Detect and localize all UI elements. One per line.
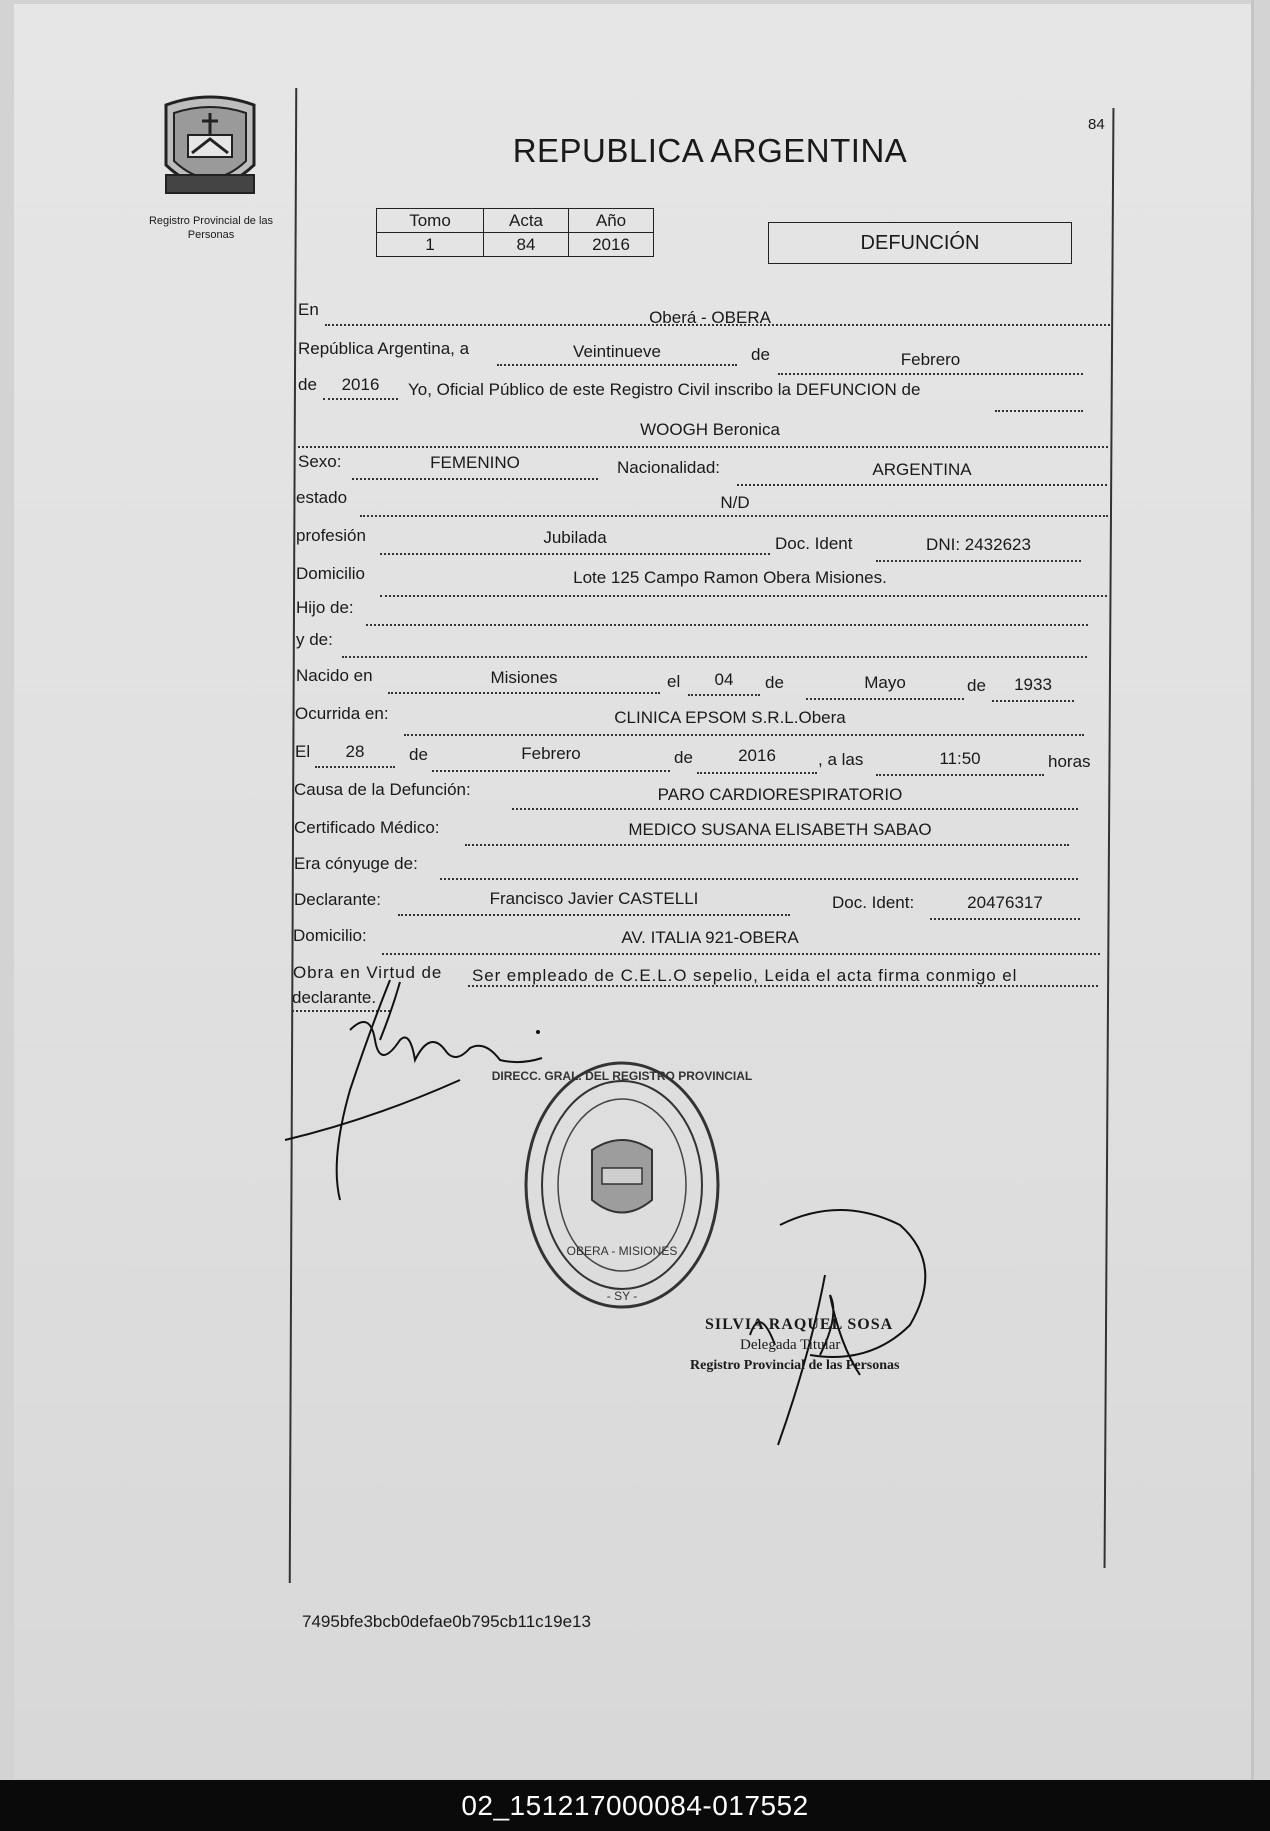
el-label: el [667, 672, 681, 691]
table-header-tomo: Tomo [377, 209, 484, 233]
obra-value: Ser empleado de C.E.L.O sepelio, Leida el acta firma conmigo el [472, 966, 1018, 985]
nacido-line [388, 692, 660, 694]
doc-value: DNI: 2432623 [926, 535, 1031, 554]
en-value: Oberá - OBERA [649, 308, 771, 327]
table-value-acta: 84 [484, 233, 569, 257]
yde-line [342, 656, 1087, 658]
official-role: Delegada Titular [740, 1337, 841, 1353]
causa-line [512, 808, 1078, 810]
el2-label: El [295, 742, 311, 761]
domicilio2-label: Domicilio: [293, 926, 367, 945]
statement-text: Yo, Oficial Público de este Registro Civil inscribo la DEFUNCION de [408, 380, 921, 399]
footer-id-bar [0, 1780, 1270, 1831]
en-label: En [298, 300, 319, 319]
birth-year: 1933 [1014, 675, 1052, 694]
official-name: SILVIA RAQUEL SOSA [705, 1316, 894, 1333]
death-day-line [315, 766, 395, 768]
registry-label: Registro Provincial de las Personas [148, 215, 274, 241]
month-value: Febrero [900, 350, 961, 369]
death-month: Febrero [521, 744, 581, 763]
doc2-label: Doc. Ident: [832, 893, 915, 912]
domicilio-label: Domicilio [296, 564, 365, 583]
province-seal-logo [158, 95, 262, 205]
yde-label: y de: [296, 630, 333, 649]
table-header-acta: Acta [484, 209, 569, 233]
estado-value: N/D [720, 493, 750, 512]
table-header-ano: Año [569, 209, 654, 233]
death-year: 2016 [738, 746, 776, 765]
certificado-value: MEDICO SUSANA ELISABETH SABAO [628, 820, 932, 839]
domicilio-value: Lote 125 Campo Ramon Obera Misiones. [573, 568, 887, 587]
nacido-label: Nacido en [296, 666, 373, 685]
declarante-label: Declarante: [294, 890, 381, 909]
birth-day-line [688, 694, 760, 696]
day-line [497, 364, 737, 366]
deceased-name: WOOGH Beronica [640, 420, 780, 439]
declarante-value: Francisco Javier CASTELLI [489, 889, 699, 908]
table-value-tomo: 1 [377, 233, 484, 257]
alas-label: , a las [818, 750, 864, 769]
death-year-line [697, 772, 817, 774]
de-label: de [751, 345, 770, 364]
birth-year-line [992, 700, 1074, 702]
republica-label: República Argentina, a [298, 339, 470, 358]
obra-label: Obra en Virtud de [293, 963, 443, 982]
estado-label: estado [296, 488, 348, 507]
de5-label: de [409, 745, 428, 764]
certificado-label: Certificado Médico: [294, 818, 440, 837]
footer-id: 02_151217000084-017552 [461, 1789, 809, 1821]
sexo-label: Sexo: [298, 452, 342, 471]
profesion-label: profesión [296, 526, 366, 545]
stamp-bottom-text: - SY - [606, 1289, 638, 1303]
nacido-value: Misiones [490, 668, 558, 687]
profesion-value: Jubilada [543, 528, 607, 547]
de3-label: de [765, 673, 784, 692]
birth-month-line [806, 698, 964, 700]
conyuge-label: Era cónyuge de: [294, 854, 418, 873]
ocurrida-label: Ocurrida en: [295, 704, 389, 723]
hijo-label: Hijo de: [296, 598, 354, 617]
stamp-outer-text: DIRECC. GRAL. DEL REGISTRO PROVINCIAL [491, 1069, 753, 1083]
certificado-line [465, 844, 1069, 846]
doc2-value: 20476317 [967, 893, 1043, 912]
hijo-line [366, 624, 1088, 626]
table-value-ano: 2016 [569, 233, 654, 257]
causa-label: Causa de la Defunción: [294, 780, 471, 799]
stamp-inner-text: OBERA - MISIONES [566, 1244, 678, 1258]
doc-label: Doc. Ident [775, 534, 853, 553]
domicilio2-value: AV. ITALIA 921-OBERA [621, 928, 799, 947]
profesion-line [380, 553, 770, 555]
death-day: 28 [345, 742, 365, 761]
death-time-line [876, 774, 1044, 776]
page-number: 84 [1088, 116, 1105, 133]
death-time: 11:50 [939, 749, 981, 768]
year-value: 2016 [341, 375, 380, 394]
birth-day: 04 [714, 670, 734, 689]
month-line [778, 373, 1083, 375]
document-type: DEFUNCIÓN [860, 231, 980, 254]
nacionalidad-label: Nacionalidad: [617, 458, 721, 477]
nacionalidad-line [737, 484, 1107, 486]
ocurrida-value: CLINICA EPSOM S.R.L.Obera [614, 708, 846, 727]
de6-label: de [674, 748, 693, 767]
birth-month: Mayo [864, 673, 906, 692]
document-type-box [768, 222, 1072, 264]
declarante-line [398, 914, 790, 916]
official-office: Registro Provincial de las Personas [690, 1358, 900, 1373]
causa-value: PARO CARDIORESPIRATORIO [657, 785, 903, 804]
nacionalidad-value: ARGENTINA [872, 460, 972, 479]
page-edge [1251, 0, 1254, 1780]
domicilio-line [380, 595, 1107, 597]
de4-label: de [967, 676, 986, 695]
de2-label: de [298, 375, 317, 394]
declarante-line-text: declarante. [292, 988, 377, 1007]
estado-line [360, 515, 1108, 517]
year-line [323, 398, 398, 400]
name-line [298, 446, 1108, 448]
doc2-line [930, 918, 1080, 920]
sexo-line [352, 478, 598, 480]
doc-line [876, 560, 1081, 562]
death-month-line [432, 770, 670, 772]
day-value: Veintinueve [573, 342, 661, 361]
page-title: REPUBLICA ARGENTINA [512, 132, 908, 169]
ocurrida-line [404, 734, 1084, 736]
obra-line [468, 985, 1098, 987]
sexo-value: FEMENINO [430, 453, 520, 472]
record-table [376, 208, 654, 257]
horas-label: horas [1048, 752, 1091, 771]
conyuge-line [440, 878, 1078, 880]
domicilio2-line [382, 953, 1100, 955]
document-hash: 7495bfe3bcb0defae0b795cb11c19e13 [302, 1612, 591, 1631]
statement-line [995, 410, 1083, 412]
official-stamp [491, 1050, 753, 1320]
